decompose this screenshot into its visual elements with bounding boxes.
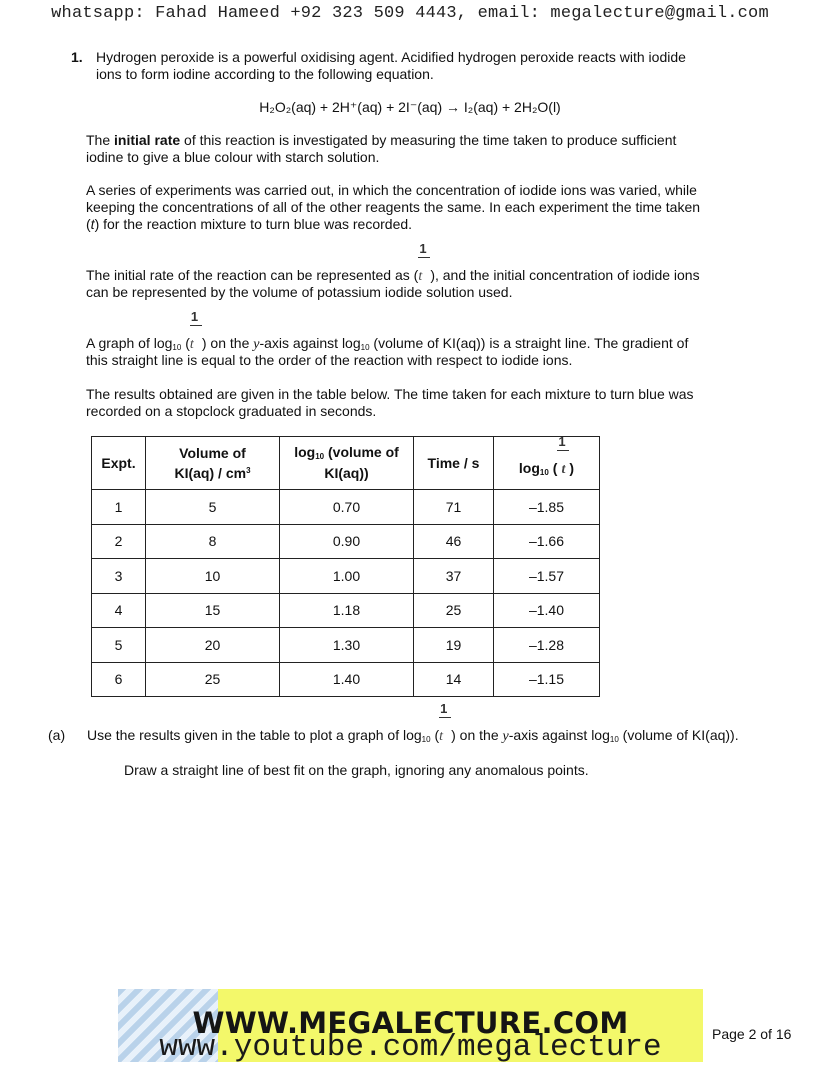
- page-number: Page 2 of 16: [712, 1026, 792, 1042]
- cell-expt: 4: [92, 593, 146, 628]
- cell-time: 37: [414, 559, 494, 594]
- para-initial-rate: The initial rate of this reaction is investigated by measuring the time taken to produce sufficient: [86, 132, 677, 148]
- table-header-row: [92, 437, 600, 490]
- header-time: Time / s: [414, 437, 494, 490]
- cell-expt: 2: [92, 524, 146, 559]
- one-over-t-fraction: $\frac{1}{t}$: [418, 267, 430, 285]
- cell-time: 46: [414, 524, 494, 559]
- para-rate-representation: The initial rate of the reaction can be represented as ( $\frac{1}{t}$), and the initial concentration of iodide ions: [86, 241, 700, 284]
- cell-logt: –1.85: [494, 490, 600, 525]
- para-initial-rate-line-2: iodine to give a blue colour with starch solution.: [86, 149, 380, 165]
- youtube-channel-link[interactable]: www.youtube.com/megalecture: [159, 1030, 662, 1065]
- part-a-best-fit-instruction: Draw a straight line of best fit on the graph, ignoring any anomalous points.: [124, 762, 589, 778]
- para-results-line-2: recorded on a stopclock graduated in seconds.: [86, 403, 377, 419]
- cell-logt: –1.15: [494, 662, 600, 697]
- cell-logvol: 1.40: [280, 662, 414, 697]
- table-row: [92, 524, 600, 559]
- initial-rate-bold: initial rate: [114, 132, 181, 148]
- para-series-line-2: keeping the concentrations of all of the other reagents the same. In each experiment the time taken: [86, 199, 701, 215]
- cell-logt: –1.57: [494, 559, 600, 594]
- cell-time: 25: [414, 593, 494, 628]
- cell-logt: –1.40: [494, 593, 600, 628]
- page-header-contact: whatsapp: Fahad Hameed +92 323 509 4443, email: megalecture@gmail.com: [51, 4, 769, 23]
- cell-volume: 10: [146, 559, 280, 594]
- header-log-one-over-t: $\log_{10}$ ( $\frac{1}{t}$): [494, 437, 600, 490]
- one-over-t-fraction: $\frac{1}{t}$: [190, 335, 202, 353]
- cell-volume: 8: [146, 524, 280, 559]
- cell-logvol: 0.70: [280, 490, 414, 525]
- cell-expt: 1: [92, 490, 146, 525]
- para-results-line-1: The results obtained are given in the table below. The time taken for each mixture to turn blue was: [86, 386, 694, 402]
- cell-logvol: 1.18: [280, 593, 414, 628]
- cell-volume: 20: [146, 628, 280, 663]
- cell-expt: 6: [92, 662, 146, 697]
- megalecture-website-link[interactable]: WWW.MEGALECTURE.COM: [192, 1006, 629, 1040]
- table-row: [92, 628, 600, 663]
- para-graph-description-line-2: this straight line is equal to the order of the reaction with respect to iodide ions.: [86, 352, 573, 368]
- table-row: [92, 593, 600, 628]
- cell-time: 19: [414, 628, 494, 663]
- cell-logvol: 0.90: [280, 524, 414, 559]
- cell-logt: –1.28: [494, 628, 600, 663]
- table-row: [92, 559, 600, 594]
- header-expt: Expt.: [92, 437, 146, 490]
- para-series-line-1: A series of experiments was carried out, in which the concentration of iodide ions was varied, while: [86, 182, 697, 198]
- cell-time: 71: [414, 490, 494, 525]
- cell-logt: –1.66: [494, 524, 600, 559]
- table-row: [92, 490, 600, 525]
- part-a-label: (a): [48, 727, 66, 743]
- cell-expt: 3: [92, 559, 146, 594]
- intro-line-2: ions to form iodine according to the following equation.: [96, 66, 434, 82]
- table-row: [92, 662, 600, 697]
- one-over-t-fraction: $\frac{1}{t}$: [557, 460, 569, 478]
- para-rate-representation-line-2: can be represented by the volume of potassium iodide solution used.: [86, 284, 513, 300]
- cell-logvol: 1.30: [280, 628, 414, 663]
- header-log-volume: $\log_{10}$ (volume of KI(aq)): [280, 437, 414, 490]
- one-over-t-fraction: $\frac{1}{t}$: [439, 727, 451, 745]
- header-volume: Volume of $KI(aq) / cm^3$: [146, 437, 280, 490]
- results-table: [91, 436, 600, 697]
- question-number: 1.: [71, 49, 83, 65]
- cell-time: 14: [414, 662, 494, 697]
- cell-logvol: 1.00: [280, 559, 414, 594]
- cell-expt: 5: [92, 628, 146, 663]
- para-series-line-3: (t) for the reaction mixture to turn blue was recorded.: [86, 216, 413, 232]
- cell-volume: 25: [146, 662, 280, 697]
- part-a-instruction: Use the results given in the table to plot a graph of $\log_{10}$ ( $\frac{1}{t}$) on the y-axis against $\log_{10}$ (volume of KI(aq)).: [87, 701, 739, 744]
- para-graph-description: A graph of $\log_{10}$ ( $\frac{1}{t}$) on the y-axis against $\log_{10}$ (volume of KI(aq)) is a straight line. The gradient of: [86, 309, 689, 352]
- intro-line-1: Hydrogen peroxide is a powerful oxidising agent. Acidified hydrogen peroxide reacts with iodide: [96, 49, 686, 65]
- cell-volume: 15: [146, 593, 280, 628]
- reaction-equation: H₂O₂(aq) + 2H⁺(aq) + 2I⁻(aq) → I₂(aq) + 2H₂O(l): [259, 99, 561, 115]
- cell-volume: 5: [146, 490, 280, 525]
